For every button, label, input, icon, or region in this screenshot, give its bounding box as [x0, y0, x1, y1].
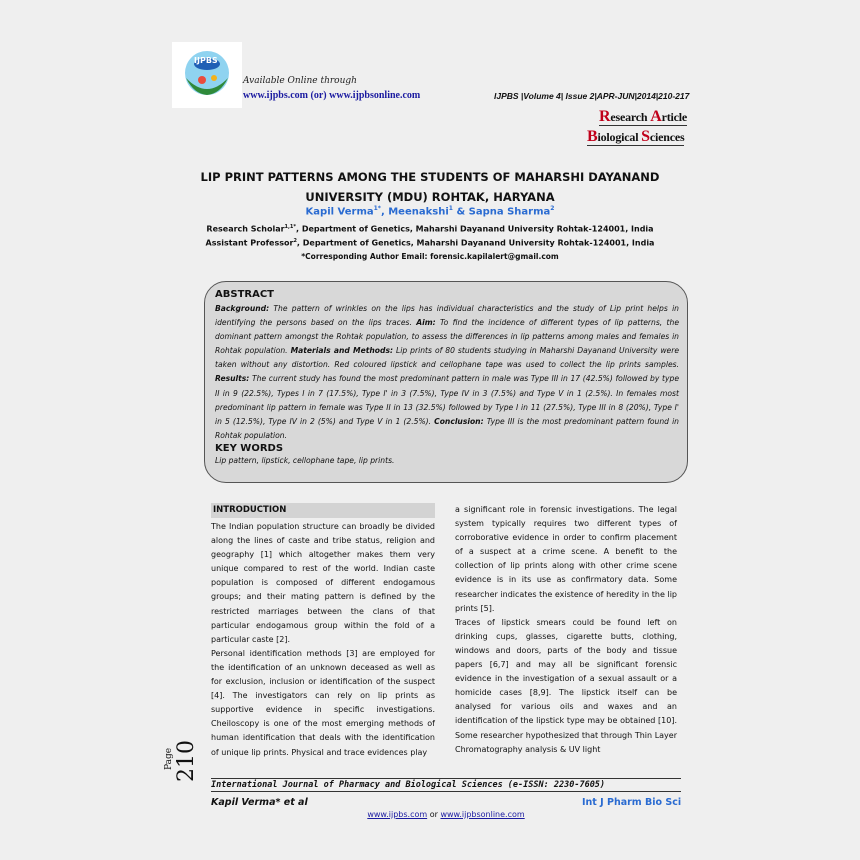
header-urls [243, 90, 420, 101]
abstract-text: Background: The pattern of wrinkles on the lips has individual characteristics and the study of Lip print helps in identifying the persons based on the lips traces. Aim: To find the incidence of different types of lip patterns, the dominant pattern amongst the Rohtak population, to assess the differences in lip patterns among males and females in Rohtak population. Materials and Methods: Lip prints of 80 students studying in Maharshi Dayanand University were taken without any distortion. Red coloured lipstick and cellophane tape was used to collect the lip prints samples. Results: The current study has found the most predominant pattern in male was Type III in 17 (42.5%) followed by type II in 9 (22.5%), Types I in 7 (17.5%), Type I' in 3 (7.5%), Type IV in 3 (7.5%) and Type V in 1 (2.5%). In females most predominant lip pattern in female was Type II in 13 (32.5%) followed by Type I in 11 (27.5%), Type III in 8 (20%), Type I' in 5 (12.5%), Type IV in 2 (5%) and Type V in 1 (2.5%). Conclusion: Type III is the most predominant pattern found in Rohtak population. [215, 304, 680, 440]
footer-short-journal: Int J Pharm Bio Sci [582, 797, 682, 808]
header-url-or: (or) [310, 90, 327, 101]
footer-url-ijpbsonline[interactable]: www.ijpbsonline.com [440, 810, 525, 819]
affiliation-1: Research Scholar$^{1,1*}$, Department of Genetics, Maharshi Dayanand University Rohtak-124001, India [206, 224, 654, 234]
column-left [211, 520, 435, 760]
title-line-2: UNIVERSITY (MDU) ROHTAK, HARYANA [305, 190, 555, 204]
column-right [455, 503, 677, 757]
paragraph: The Indian population structure can broadly be divided along the lines of caste and tribe status, religion and geography [1] which altogether makes them very unique compared to rest of the world. Indian caste population is composed of different endogamous groups; and their mating pattern is defined by the restricted marriages between the clans of that particular endogamous group within the fold of a particular caste [2]. [211, 522, 435, 644]
page-number [152, 730, 202, 790]
introduction-heading: INTRODUCTION [211, 503, 435, 518]
journal-logo [172, 42, 242, 108]
corresponding-author: *Corresponding Author Email: forensic.kapilalert@gmail.com [301, 252, 559, 261]
logo-lettering: IJPBS [194, 56, 218, 65]
keywords-heading: KEY WORDS [215, 442, 284, 454]
article-type-label: Research Article [599, 108, 688, 125]
authors-line: Kapil Verma$^{1*}$, Meenakshi$^1$ & Sapna Sharma$^2$ [305, 205, 555, 218]
available-online-text: Available Online through [243, 76, 357, 86]
subject-label: Biological Sciences [587, 128, 685, 145]
paragraph: a significant role in forensic investigations. The legal system typically requires two different types of corroborative evidence in order to confirm placement of a suspect at a crime scene. A benefit to the collection of lip prints along with other crime scene evidence is in its use as confirmatory data. Some researcher indicates the existence of heredity in the lip prints [5]. [455, 505, 677, 613]
affiliation-2: Assistant Professor$^2$, Department of Genetics, Maharshi Dayanand University Rohtak-124001, India [205, 238, 655, 248]
footer-journal-line: International Journal of Pharmacy and Biological Sciences (e-ISSN: 2230-7605) [211, 778, 681, 792]
journal-reference: IJPBS |Volume 4| Issue 2|APR-JUN|2014|210-217 [494, 91, 690, 101]
header-url-ijpbs[interactable]: www.ijpbs.com [243, 90, 309, 101]
keywords-text: Lip pattern, lipstick, cellophane tape, lip prints. [215, 455, 395, 465]
abstract-heading: ABSTRACT [215, 289, 274, 300]
page-number-value: 210 [174, 740, 199, 782]
title-line-1: LIP PRINT PATTERNS AMONG THE STUDENTS OF MAHARSHI DAYANAND [200, 170, 660, 184]
paper-title [170, 167, 690, 207]
header-url-ijpbsonline[interactable]: www.ijpbsonline.com [329, 90, 421, 101]
paragraph: Personal identification methods [3] are employed for the identification of an unknown deceased as well as for exclusion, inclusion or identification of the suspect [4]. The investigators can rely on lip prints as supportive evidence in specific investigations. Cheiloscopy is one of the most emerging methods of human identification that deals with the identification of unique lip prints. Physical and trace evidences play [211, 648, 435, 757]
footer-url-ijpbs[interactable]: www.ijpbs.com [367, 810, 428, 819]
footer-author: Kapil Verma* et al [211, 797, 308, 808]
paragraph: Traces of lipstick smears could be found left on drinking cups, glasses, cigarette butts, clothing, windows and doors, parts of the body and tissue papers [6,7] and may all be significant forensic evidence in the investigation of a sexual assault or a homicide cases [8,9]. The lipstick itself can be analysed for various oils and waxes and an identification of the lipstick type may be obtained [10]. Some researcher hypothesized that through Thin Layer Chromatography analysis & UV light [455, 617, 677, 754]
abstract-box [204, 281, 688, 483]
page-label: Page [164, 747, 174, 770]
footer-url-or: or [429, 810, 438, 819]
footer-urls [211, 810, 681, 819]
